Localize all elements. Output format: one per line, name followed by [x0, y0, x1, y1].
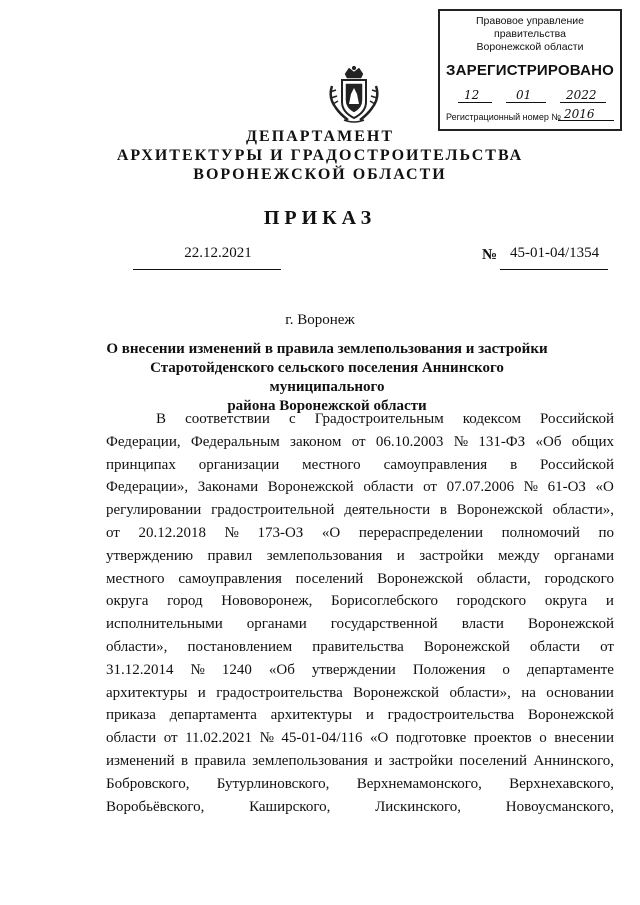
body-line: округа город Нововоронеж, Борисоглебского городского округа и: [106, 593, 614, 610]
voronezh-coat-of-arms-icon: [328, 66, 380, 124]
department-line1: ДЕПАРТАМЕНТ: [246, 128, 394, 145]
order-title: ПРИКАЗ: [263, 207, 377, 229]
subject-line1: О внесении изменений в правила землепользования и застройки: [106, 341, 548, 357]
date-underline: [133, 269, 281, 270]
body-line: Воробьёвского, Каширского, Лискинского, Новоусманского,: [106, 798, 614, 815]
stamp-organization: [440, 15, 620, 54]
stamp-month: 01: [516, 88, 532, 102]
body-line: от 20.12.2018 № 173-ОЗ «О перераспределении полномочий по: [106, 524, 614, 541]
body-line: области от 11.02.2021 № 45-01-04/116 «О подготовке проектов о внесении: [106, 730, 614, 747]
body-line: Федерации», Законами Воронежской области от 07.07.2006 № 61-ОЗ «О: [106, 479, 614, 496]
body-line: исполнительными органами государственной власти Воронежской: [106, 616, 614, 633]
department-line2: АРХИТЕКТУРЫ И ГРАДОСТРОИТЕЛЬСТВА: [116, 147, 524, 164]
body-line: В соответствии с Градостроительным кодексом Российской: [156, 411, 614, 427]
stamp-reg-label: Регистрационный номер №: [446, 112, 562, 122]
stamp-org-line2: Воронежской области: [476, 41, 584, 53]
order-number: 45-01-04/1354: [510, 245, 600, 261]
registration-stamp: [438, 9, 622, 131]
body-line: принципах организации местного самоуправления в Российской: [106, 456, 614, 473]
stamp-date: [454, 89, 610, 105]
number-sign: №: [482, 247, 498, 263]
body-line: изменений в правила землепользования и застройки поселений Аннинского,: [106, 752, 614, 769]
number-underline: [500, 269, 608, 270]
body-line: архитектуры и градостроительства Воронежской области», на основании: [106, 684, 614, 701]
body-line: регулировании градостроительной деятельности в Воронежской области»,: [106, 502, 614, 519]
body-line: Федерации, Федеральным законом от 06.10.2003 № 131-ФЗ «Об общих: [106, 433, 614, 450]
stamp-org-line1: Правовое управление правительства: [475, 15, 584, 40]
subject-line3: района Воронежской области: [227, 398, 427, 414]
stamp-title: ЗАРЕГИСТРИРОВАНО: [445, 62, 615, 79]
body-line: 31.12.2014 № 1240 «Об утверждении Положения о департаменте: [106, 661, 614, 678]
order-subject: [100, 340, 554, 416]
body-line: области», постановлением правительства Воронежской области от: [106, 638, 614, 655]
city: г. Воронеж: [285, 312, 355, 328]
stamp-year: 2022: [566, 88, 597, 102]
body-line: местного самоуправления поселений Воронежской области, городского: [106, 570, 614, 587]
order-date: 22.12.2021: [184, 245, 252, 261]
stamp-day: 12: [464, 88, 480, 102]
department-line3: ВОРОНЕЖСКОЙ ОБЛАСТИ: [193, 166, 447, 183]
body-line: Бобровского, Бутурлиновского, Верхнемамонского, Верхнехавского,: [106, 775, 614, 792]
stamp-registration: [446, 107, 618, 122]
subject-line2: Старотойденского сельского поселения Аннинского муниципального: [150, 360, 504, 395]
body-line: утверждению правил землепользования и застройки между органами: [106, 547, 614, 564]
order-body: [106, 408, 614, 818]
stamp-reg-number: 2016: [564, 107, 595, 121]
body-line: приказа департамента архитектуры и градостроительства Воронежской: [106, 707, 614, 724]
